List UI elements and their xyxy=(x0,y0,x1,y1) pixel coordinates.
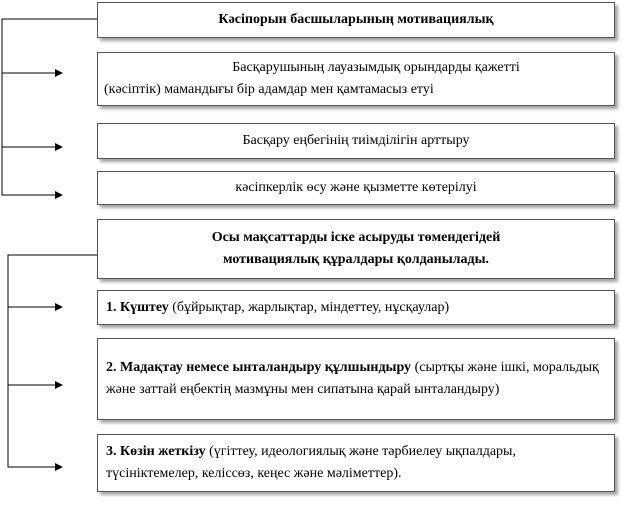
tool-persuasion-detail: (үгіттеу, идеологиялық және тәрбиелеу ықпалдары, түсініктемелер, келіссөз, кеңес және мәліметтер). xyxy=(106,444,516,481)
goal-efficiency-text: Басқару еңбегінің тиімділігін арттыру xyxy=(242,133,470,148)
goal-career-text: кәсіпкерлік өсу және қызметте көтерілуі xyxy=(235,180,477,195)
tools-header-box xyxy=(97,219,615,279)
tools-header-text xyxy=(98,227,614,271)
tool-encouragement-detail: (сыртқы және ішкі, моральдық және заттай еңбектің мазмұны мен сипатына қарай ынталандыру) xyxy=(106,360,599,397)
goal-box-staffing xyxy=(97,52,615,106)
tool-box-coercion xyxy=(97,290,615,325)
tool-coercion-detail: (бұйрықтар, жарлықтар, міндеттеу, нұсқаулар) xyxy=(168,299,450,315)
title-box xyxy=(97,2,615,38)
tool-encouragement-text xyxy=(98,357,614,401)
tool-persuasion-lead: 3. Көзін жеткізу xyxy=(106,444,206,459)
title-text: Кәсіпорын басшыларының мотивациялық xyxy=(218,12,494,27)
tool-box-encouragement xyxy=(97,338,615,420)
goal-staffing-line2: (кәсіптік) мамандығы бір адамдар мен қамтамасыз етуі xyxy=(104,82,434,97)
tool-coercion-text xyxy=(98,297,614,319)
goal-box-career xyxy=(97,171,615,205)
tool-persuasion-text xyxy=(98,441,614,485)
top-bracket-line xyxy=(2,19,97,195)
tool-coercion-lead: 1. Күштеу xyxy=(106,299,169,315)
tool-encouragement-lead: 2. Мадақтау немесе ынталандыру құлшындыру xyxy=(106,360,412,375)
goal-staffing-text xyxy=(98,57,614,101)
tools-header-line1: Осы мақсаттарды іске асыруды төмендегідей xyxy=(211,230,501,245)
tool-box-persuasion xyxy=(97,434,615,492)
tools-header-line2: мотивациялық құралдары қолданылады. xyxy=(222,252,490,267)
goal-staffing-line1: Басқарушының лауазымдық орындарды қажетті xyxy=(232,60,520,75)
goal-box-efficiency xyxy=(97,123,615,159)
bottom-bracket-line xyxy=(8,255,97,467)
